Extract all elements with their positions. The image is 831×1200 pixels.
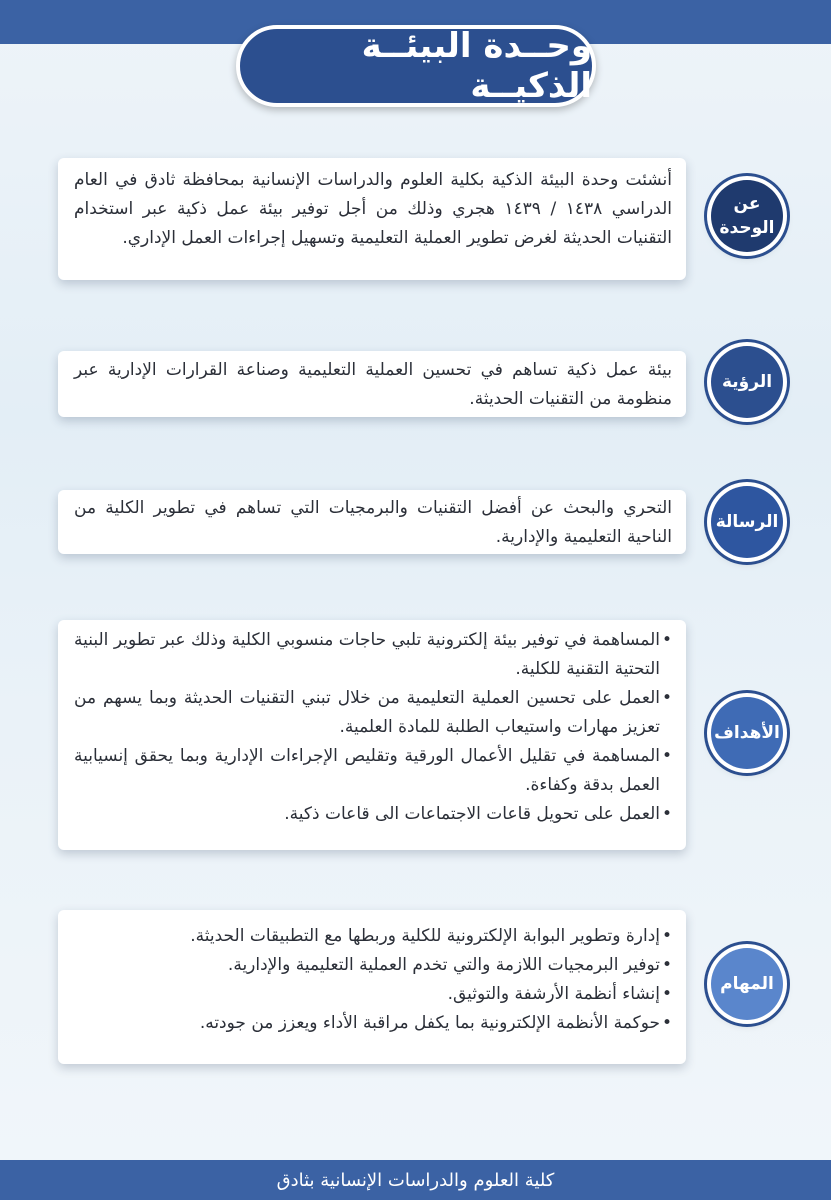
tasks-badge: [711, 948, 783, 1020]
goal-item: • المساهمة في توفير بيئة إلكترونية تلبي حاجات منسوبي الكلية وذلك عبر تطوير البنية التحتية التقنية للكلية.: [74, 626, 672, 684]
vision-text: بيئة عمل ذكية تساهم في تحسين العملية التعليمية وصناعة القرارات الإدارية عبر منظومة من التقنيات الحديثة.: [74, 360, 672, 409]
about-label: عن الوحدة: [719, 194, 775, 238]
goal-item: • العمل على تحسين العملية التعليمية من خلال تبني التقنيات الحديثة وبما يسهم من تعزيز مهارات واستيعاب الطلبة للمادة العلمية.: [74, 684, 672, 742]
about-badge: [711, 180, 783, 252]
page-title: وحــدة البيئــة الذكيــة: [361, 26, 592, 106]
task-item: • إنشاء أنظمة الأرشفة والتوثيق.: [74, 980, 672, 1009]
mission-card: [58, 490, 686, 554]
task-item: • توفير البرمجيات اللازمة والتي تخدم العملية التعليمية والإدارية.: [74, 951, 672, 980]
goals-badge: [711, 697, 783, 769]
task-item: • حوكمة الأنظمة الإلكترونية بما يكفل مراقبة الأداء ويعزز من جودته.: [74, 1009, 672, 1038]
goals-list: [74, 626, 672, 829]
about-text: أنشئت وحدة البيئة الذكية بكلية العلوم والدراسات الإنسانية بمحافظة ثادق في العام الدراسي ١٤٣٨ / ١٤٣٩ هجري وذلك من أجل توفير بيئة عمل ذكية عبر استخدام التقنيات الحديثة لغرض تطوير العملية التعليمية وتسهيل إجراءات العمل الإداري.: [74, 170, 672, 248]
footer-text: كلية العلوم والدراسات الإنسانية بثادق: [276, 1169, 555, 1191]
task-item: • إدارة وتطوير البوابة الإلكترونية للكلية وربطها مع التطبيقات الحديثة.: [74, 922, 672, 951]
mission-badge: [711, 486, 783, 558]
title-banner: [236, 25, 596, 107]
tasks-card: [58, 910, 686, 1064]
goal-item: • العمل على تحويل قاعات الاجتماعات الى قاعات ذكية.: [74, 800, 672, 829]
tasks-label: المهام: [720, 974, 774, 994]
footer-bar: [0, 1160, 831, 1200]
vision-label: الرؤية: [721, 372, 773, 392]
mission-label: الرسالة: [715, 512, 779, 532]
mission-text: التحري والبحث عن أفضل التقنيات والبرمجيات التي تساهم في تطوير الكلية من الناحية التعليمية والإدارية.: [74, 498, 672, 547]
goals-label: الأهداف: [714, 723, 780, 743]
tasks-list: [74, 922, 672, 1038]
vision-card: [58, 351, 686, 417]
about-card: [58, 158, 686, 280]
vision-badge: [711, 346, 783, 418]
goal-item: • المساهمة في تقليل الأعمال الورقية وتقليص الإجراءات الإدارية وبما يحقق إنسيابية العمل بدقة وكفاءة.: [74, 742, 672, 800]
goals-card: [58, 620, 686, 850]
